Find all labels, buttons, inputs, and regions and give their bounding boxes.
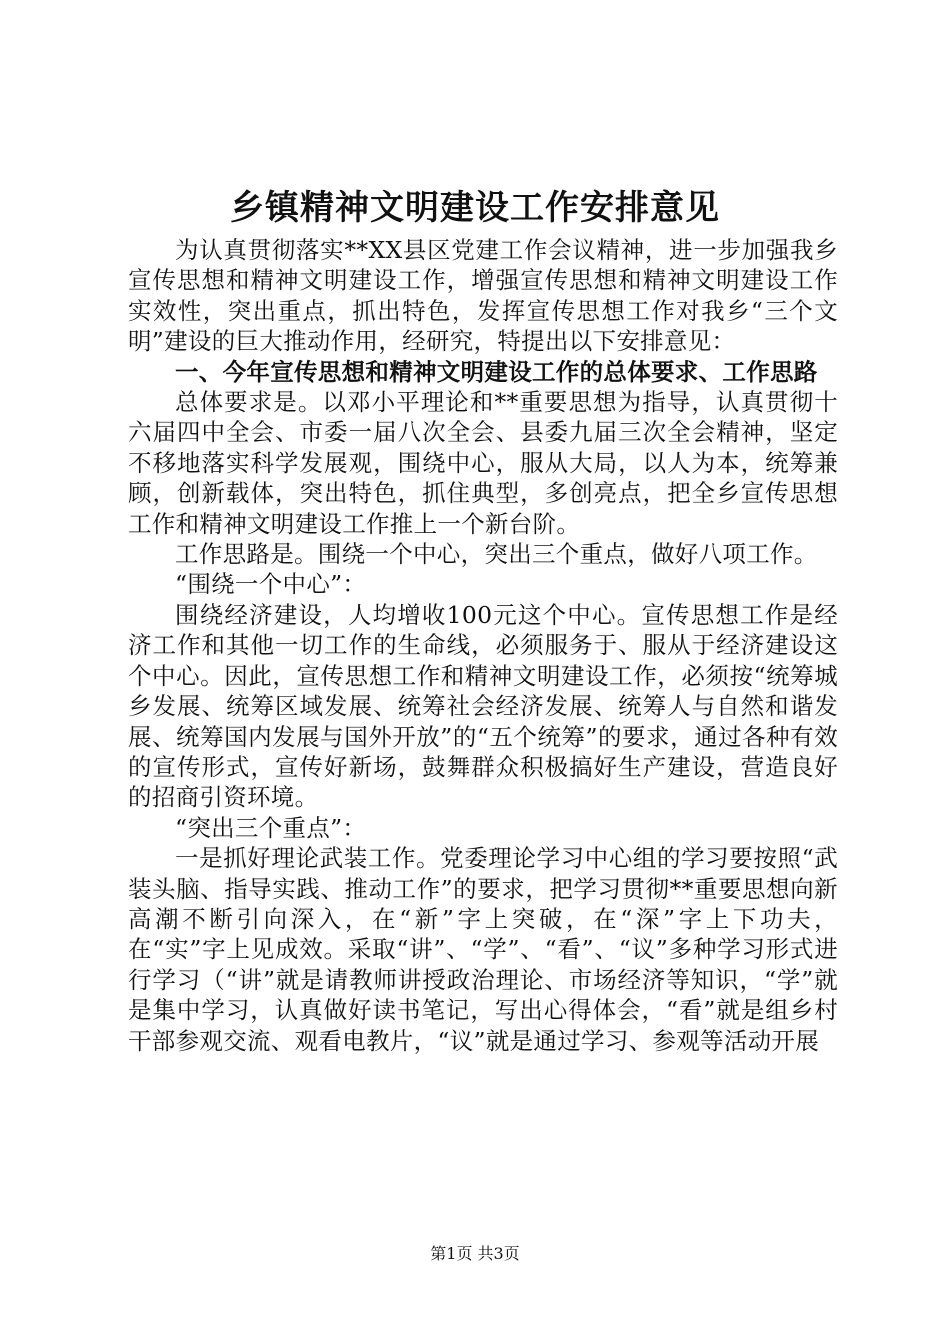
paragraph-subheading-center: “围绕一个中心”： [175,570,367,599]
document-title: 乡镇精神文明建设工作安排意见 [230,188,720,228]
paragraph-work-approach: 工作思路是。围绕一个中心，突出三个重点，做好八项工作。 [175,540,818,569]
page-number-footer: 第1页 共3页 [430,1244,520,1263]
section-heading-1: 一、今年宣传思想和精神文明建设工作的总体要求、工作思路 [175,357,818,386]
paragraph-theory-armament: 一是抓好理论武装工作。党委理论学习中心组的学习要按照“武装头脑、指导实践、推动工作”的要求，把学习贯彻**重要思想向新高潮不断引向深入，在“新”字上突破，在“深”字上下功夫，在“实”字上见成效。采取“讲”、“学”、“看”、“议”多种学习形式进行学习（“讲”就是请教师讲授政治理论、市场经济等知识，“学”就是集中学习，认真做好读书笔记，写出心得体会，“看”就是组乡村干部参观交流、观看电教片，“议”就是通过学习、参观等活动开展 [128,844,838,1055]
paragraph-intro: 为认真贯彻落实**XX县区党建工作会议精神，进一步加强我乡宣传思想和精神文明建设工作，增强宣传思想和精神文明建设工作实效性，突出重点，抓出特色，发挥宣传思想工作对我乡“三个文明”建设的巨大推动作用，经研究，特提出以下安排意见： [128,236,838,356]
paragraph-overall-requirements: 总体要求是。以邓小平理论和**重要思想为指导，认真贯彻十六届四中全会、市委一届八次全会、县委九届三次全会精神，坚定不移地落实科学发展观，围绕中心，服从大局，以人为本，统筹兼顾，创新载体，突出特色，抓住典型，多创亮点，把全乡宣传思想工作和精神文明建设工作推上一个新台阶。 [128,388,838,538]
paragraph-economic-center: 围绕经济建设，人均增收100元这个中心。宣传思想工作是经济工作和其他一切工作的生命线，必须服务于、服从于经济建设这个中心。因此，宣传思想工作和精神文明建设工作，必须按“统筹城乡发展、统筹区域发展、统筹社会经济发展、统筹人与自然和谐发展、统筹国内发展与国外开放”的“五个统筹”的要求，通过各种有效的宣传形式，宣传好新场，鼓舞群众积极搞好生产建设，营造良好的招商引资环境。 [128,600,838,812]
document-body [128,235,838,1056]
paragraph-subheading-focus: “突出三个重点”： [175,813,367,842]
